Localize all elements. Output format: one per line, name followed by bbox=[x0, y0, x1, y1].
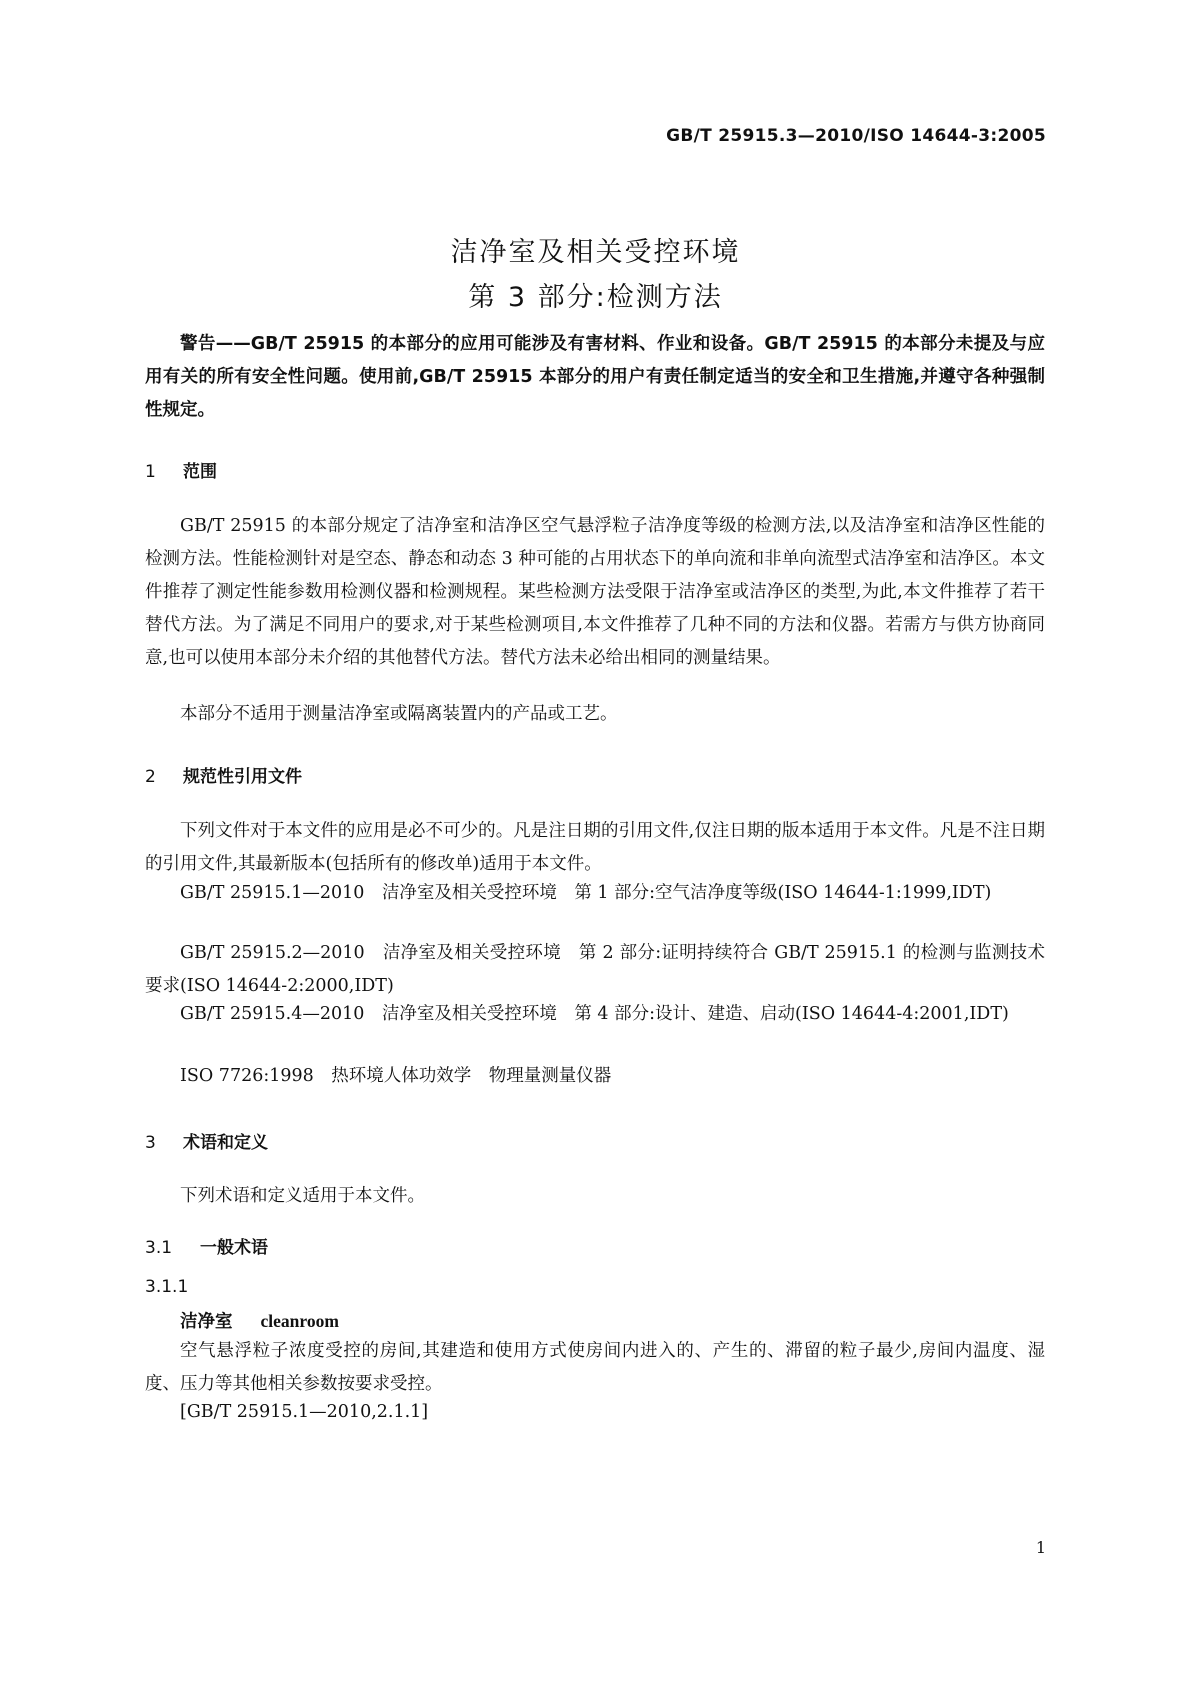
reference-item: GB/T 25915.1—2010 洁净室及相关受控环境 第 1 部分:空气洁净度等级(ISO 14644-1:1999,IDT) bbox=[180, 883, 992, 903]
term-name-cn: 洁净室 bbox=[180, 1312, 233, 1332]
subsection-number: 3.1 bbox=[145, 1238, 173, 1258]
term-definition: 空气悬浮粒子浓度受控的房间,其建造和使用方式使房间内进入的、产生的、滞留的粒子最少,房间内温度、湿度、压力等其他相关参数按要求受控。 bbox=[145, 1341, 1045, 1394]
document-title-line1: 洁净室及相关受控环境 bbox=[450, 237, 741, 268]
term-name-en: cleanroom bbox=[260, 1311, 339, 1331]
safety-warning: 警告——GB/T 25915 的本部分的应用可能涉及有害材料、作业和设备。GB/T 25915 的本部分未提及与应用有关的所有安全性问题。使用前,GB/T 25915 本部分的用户有责任制定适当的安全和卫生措施,并遵守各种强制性规定。 bbox=[145, 334, 1045, 420]
terms-intro: 下列术语和定义适用于本文件。 bbox=[180, 1186, 425, 1206]
scope-paragraph-2: 本部分不适用于测量洁净室或隔离装置内的产品或工艺。 bbox=[180, 704, 618, 724]
reference-item: ISO 7726:1998 热环境人体功效学 物理量测量仪器 bbox=[180, 1066, 612, 1086]
section-title: 术语和定义 bbox=[183, 1133, 268, 1153]
term-source: [GB/T 25915.1—2010,2.1.1] bbox=[180, 1402, 429, 1422]
scope-paragraph-1: GB/T 25915 的本部分规定了洁净室和洁净区空气悬浮粒子洁净度等级的检测方法,以及洁净室和洁净区性能的检测方法。性能检测针对是空态、静态和动态 3 种可能的占用状态下的单向流和非单向流型式洁净室和洁净区。本文件推荐了测定性能参数用检测仪器和检测规程。某些检测方法受限于洁净室或洁净区的类型,为此,本文件推荐了若干替代方法。为了满足不同用户的要求,对于某些检测项目,本文件推荐了几种不同的方法和仪器。若需方与供方协商同意,也可以使用本部分未介绍的其他替代方法。替代方法未必给出相同的测量结果。 bbox=[145, 516, 1045, 668]
references-intro: 下列文件对于本文件的应用是必不可少的。凡是注日期的引用文件,仅注日期的版本适用于本文件。凡是不注日期的引用文件,其最新版本(包括所有的修改单)适用于本文件。 bbox=[145, 821, 1045, 874]
subsection-title: 一般术语 bbox=[200, 1238, 268, 1258]
section-2-heading bbox=[145, 762, 302, 787]
page-number: 1 bbox=[1035, 1538, 1046, 1557]
term-number: 3.1.1 bbox=[145, 1277, 189, 1297]
section-number: 3 bbox=[145, 1133, 156, 1153]
reference-item: GB/T 25915.4—2010 洁净室及相关受控环境 第 4 部分:设计、建造、启动(ISO 14644-4:2001,IDT) bbox=[180, 1004, 1009, 1024]
section-title: 范围 bbox=[183, 462, 217, 482]
subsection-3-1-heading bbox=[145, 1233, 268, 1258]
section-3-heading bbox=[145, 1128, 268, 1153]
section-number: 2 bbox=[145, 767, 156, 787]
section-1-heading bbox=[145, 457, 217, 482]
standard-code: GB/T 25915.3—2010/ISO 14644-3:2005 bbox=[666, 126, 1046, 146]
section-title: 规范性引用文件 bbox=[183, 767, 302, 787]
term-heading bbox=[180, 1308, 339, 1333]
document-title-line2: 第 3 部分:检测方法 bbox=[468, 282, 723, 313]
section-number: 1 bbox=[145, 462, 156, 482]
reference-item: GB/T 25915.2—2010 洁净室及相关受控环境 第 2 部分:证明持续符合 GB/T 25915.1 的检测与监测技术要求(ISO 14644-2:2000,IDT) bbox=[145, 943, 1045, 996]
